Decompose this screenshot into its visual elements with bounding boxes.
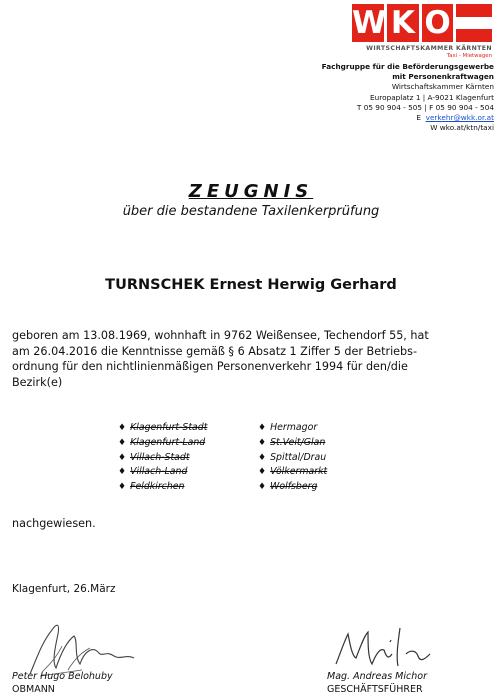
signer-right-role: GESCHÄFTSFÜHRER	[327, 684, 423, 695]
address-line-2: mit Personenkraftwagen	[392, 72, 494, 82]
signer-left-role: OBMANN	[12, 684, 55, 695]
body-line-1: geboren am 13.08.1969, wohnhaft in 9762 Weißensee, Techendorf 55, hat	[12, 329, 429, 342]
certificate-body	[12, 328, 492, 390]
bullet-icon: ♦	[258, 423, 267, 433]
body-line-3: ordnung für den nichtlinienmäßigen Personenverkehr 1994 für den/die	[12, 360, 408, 374]
wko-logo	[352, 4, 492, 66]
district-item	[118, 421, 207, 436]
logo-letter-k: K	[387, 4, 419, 42]
district-item	[118, 465, 207, 480]
address-line-1: Fachgruppe für die Beförderungsgewerbe	[321, 62, 494, 71]
district-item	[258, 421, 327, 436]
district-label: Villach-Land	[130, 466, 188, 478]
candidate-name: TURNSCHEK Ernest Herwig Gerhard	[105, 277, 397, 293]
document-title: ZEUGNIS	[188, 181, 314, 202]
address-line-5: T 05 90 904 - 505 | F 05 90 904 - 504	[356, 102, 494, 112]
district-item	[118, 480, 207, 495]
closing-text: nachgewiesen.	[12, 517, 96, 530]
district-label: Hermagor	[270, 422, 318, 433]
district-label: Klagenfurt-Land	[130, 436, 206, 448]
bullet-icon: ♦	[258, 467, 267, 478]
district-list-left	[118, 421, 207, 495]
logo-letter-w: W	[352, 5, 387, 41]
bullet-icon: ♦	[258, 482, 267, 493]
signature-left-image	[22, 612, 142, 678]
district-item	[258, 451, 327, 466]
bullet-icon: ♦	[258, 452, 267, 463]
address-line-3: Wirtschaftskammer Kärnten	[391, 82, 494, 92]
district-label: Wolfsberg	[270, 481, 318, 493]
austria-flag-icon	[456, 4, 492, 42]
body-line-2: am 26.04.2016 die Kenntnisse gemäß § 6 Absatz 1 Ziffer 5 der Betriebs-	[12, 344, 418, 358]
district-item	[118, 451, 207, 466]
address-web: W wko.at/ktn/taxi	[430, 123, 494, 133]
bullet-icon: ♦	[118, 467, 127, 478]
district-label: Klagenfurt-Stadt	[130, 422, 208, 433]
signature-right-image	[330, 624, 450, 676]
sender-address	[264, 62, 494, 133]
logo-letter-o: O	[422, 4, 454, 42]
place-and-date: Klagenfurt, 26.März	[12, 583, 116, 595]
district-label: Völkermarkt	[270, 466, 328, 478]
signer-left-name: Peter Hugo Belohuby	[12, 671, 113, 682]
address-line-4: Europaplatz 1 | A-9021 Klagenfurt	[370, 92, 494, 102]
district-label: Feldkirchen	[130, 481, 185, 493]
address-email-row	[264, 113, 494, 123]
district-label: Spittal/Drau	[270, 451, 327, 463]
logo-subtitle: WIRTSCHAFTSKAMMER KÄRNTEN	[366, 45, 492, 52]
bullet-icon: ♦	[118, 452, 127, 463]
district-label: Villach-Stadt	[130, 451, 190, 463]
logo-subsubtitle: Taxi - Mietwagen	[446, 53, 492, 59]
bullet-icon: ♦	[118, 437, 127, 448]
district-list-right	[258, 421, 327, 495]
bullet-icon: ♦	[118, 423, 127, 433]
bullet-icon: ♦	[118, 482, 127, 493]
document-subtitle: über die bestandene Taxilenkerprüfung	[122, 204, 380, 219]
body-line-4: Bezirk(e)	[12, 375, 63, 389]
email-link[interactable]: verkehr@wkk.or.at	[425, 113, 494, 123]
district-item	[118, 436, 207, 451]
email-label: E	[416, 113, 421, 123]
signer-right-name: Mag. Andreas Michor	[327, 671, 427, 682]
district-item	[258, 436, 327, 451]
district-label: St.Veit/Glan	[270, 436, 326, 448]
district-item	[258, 480, 327, 495]
district-item	[258, 465, 327, 480]
bullet-icon: ♦	[258, 437, 267, 448]
